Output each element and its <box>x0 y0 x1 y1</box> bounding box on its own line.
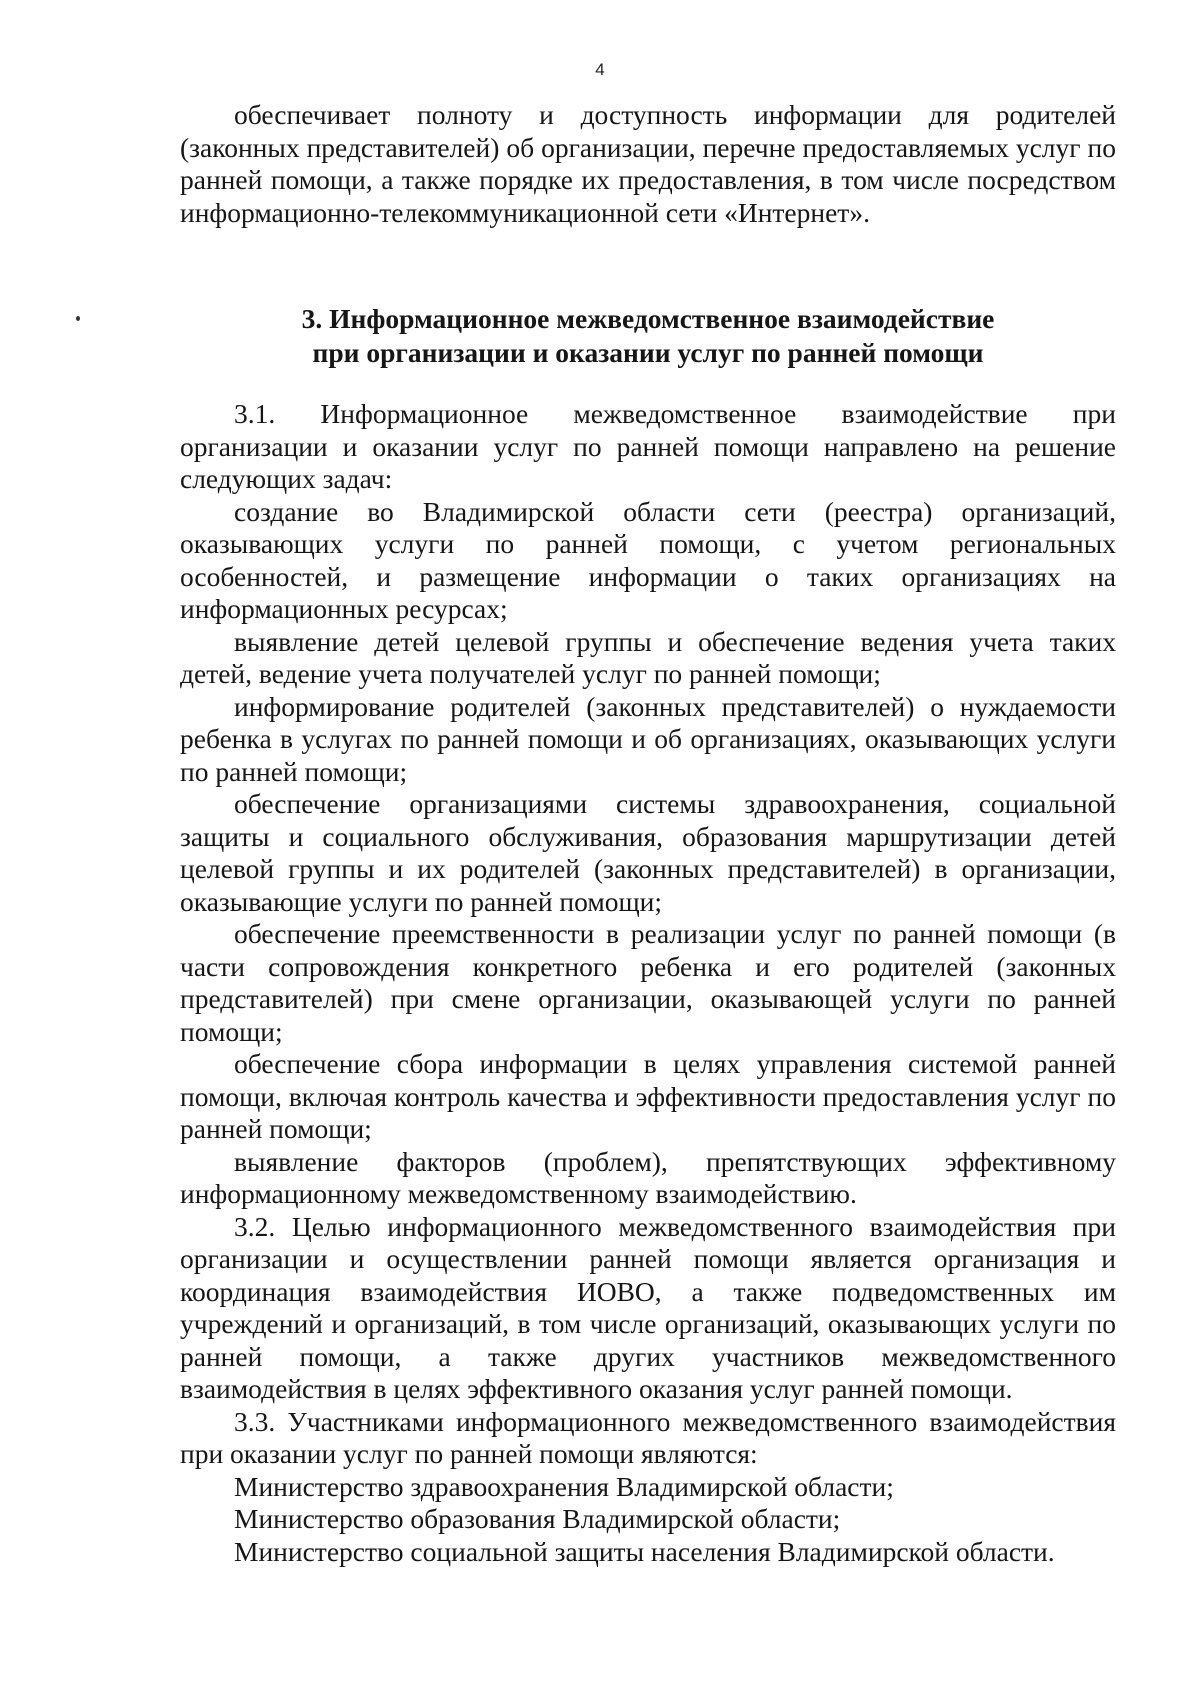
task-item: выявление детей целевой группы и обеспечение ведения учета таких детей, ведение учета получателей услуг по ранней помощи; <box>180 625 1116 689</box>
section-body <box>180 398 1116 1568</box>
section-heading <box>180 302 1116 370</box>
section-title-line-1: 3. Информационное межведомственное взаимодействие <box>301 303 995 334</box>
task-item: обеспечение преемственности в реализации услуг по ранней помощи (в части сопровождения конкретного ребенка и его родителей (законных представителей) при смене организации, оказывающей услуги по ранней помощи; <box>180 918 1116 1047</box>
margin-dot <box>76 316 80 321</box>
task-item: создание во Владимирской области сети (реестра) организаций, оказывающих услуги по ранней помощи, с учетом региональных особенностей, и размещение информации о таких организациях на информационных ресурсах; <box>180 495 1116 624</box>
section-title-line-2: при организации и оказании услуг по ранней помощи <box>312 337 984 368</box>
intro-block <box>180 99 1116 229</box>
page-number: 4 <box>595 60 605 79</box>
participant-item: Министерство образования Владимирской области; <box>234 1503 841 1534</box>
task-item: обеспечение организациями системы здравоохранения, социальной защиты и социального обслуживания, образования маршрутизации детей целевой группы и их родителей (законных представителей) в организации, оказывающие услуги по ранней помощи; <box>180 788 1116 917</box>
task-item: обеспечение сбора информации в целях управления системой ранней помощи, включая контроль качества и эффективности предоставления услуг по ранней помощи; <box>180 1048 1116 1144</box>
task-item: информирование родителей (законных представителей) о нуждаемости ребенка в услугах по ранней помощи и об организациях, оказывающих услуги по ранней помощи; <box>180 690 1116 787</box>
participants-list <box>180 1471 1116 1569</box>
task-item: выявление факторов (проблем), препятствующих эффективному информационному межведомственному взаимодействию. <box>180 1145 1116 1209</box>
participant-item: Министерство здравоохранения Владимирской области; <box>234 1470 894 1502</box>
paragraph-3-1: 3.1. Информационное межведомственное взаимодействие при организации и оказании услуг по ранней помощи направлено на решение следующих задач: <box>180 398 1116 494</box>
intro-paragraph: обеспечивает полноту и доступность информации для родителей (законных представителей) об организации, перечне предоставляемых услуг по ранней помощи, а также порядке их предоставления, в том числе посредством информационно-телекоммуникационной сети «Интернет». <box>180 99 1116 228</box>
paragraph-3-3: 3.3. Участниками информационного межведомственного взаимодействия при оказании услуг по ранней помощи являются: <box>180 1405 1116 1469</box>
participant-item: Министерство социальной защиты населения Владимирской области. <box>234 1535 1055 1567</box>
paragraph-3-2: 3.2. Целью информационного межведомственного взаимодействия при организации и осуществлении ранней помощи является организация и координация взаимодействия ИОВО, а также подведомственных им учреждений и организаций, в том числе организаций, оказывающих услуги по ранней помощи, а также других участников межведомственного взаимодействия в целях эффективного оказания услуг ранней помощи. <box>180 1210 1116 1404</box>
